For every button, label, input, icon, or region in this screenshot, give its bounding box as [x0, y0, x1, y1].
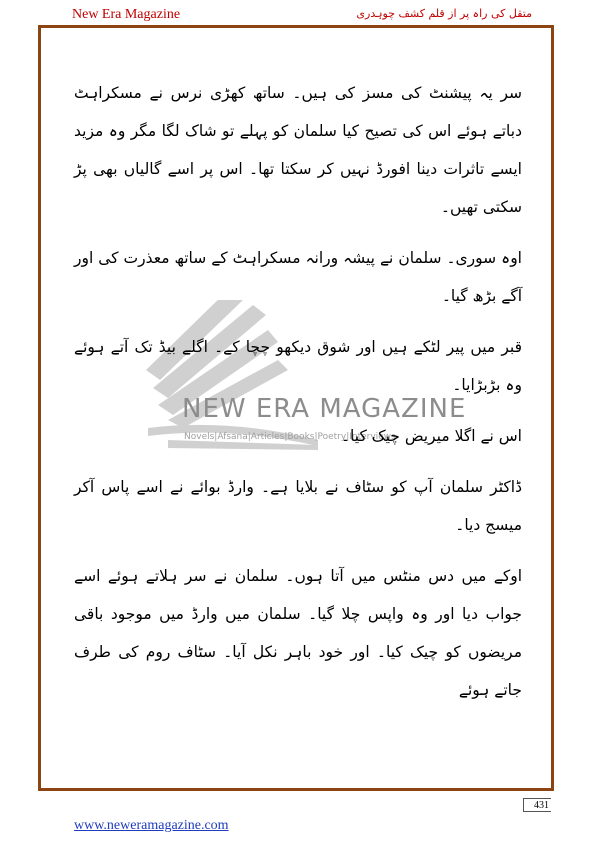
paragraph: ڈاکٹر سلمان آپ کو سٹاف نے بلایا ہے۔ وارڈ بوائے نے اسے پاس آکر میسج دیا۔: [74, 478, 522, 534]
paragraph: اوکے میں دس منٹس میں آتا ہوں۔ سلمان نے سر ہلاتے ہوئے اسے جواب دیا اور وہ واپس چلا گیا۔ سلمان میں وارڈ میں موجود باقی مریضوں کو چیک کیا۔ اور خود باہر نکل آیا۔ سٹاف روم کی طرف جاتے ہوئے: [74, 567, 522, 699]
website-link[interactable]: www.neweramagazine.com: [74, 818, 229, 833]
story-body: [74, 74, 522, 722]
watermark-subtitle: Novels|Afsana|Articles|Books|Poetry|Interviews: [184, 432, 396, 442]
story-title: متقل کی راہ پر از قلم کشف چوہدری: [356, 7, 532, 20]
paragraph: قبر میں پیر لٹکے ہیں اور شوق دیکھو چچا کے۔ اگلے بیڈ تک آتے ہوئے وہ بڑبڑایا۔: [74, 338, 522, 394]
watermark-title: NEW ERA MAGAZINE: [182, 394, 467, 424]
page-number: 431: [523, 798, 551, 812]
paragraph: اوہ سوری۔ سلمان نے پیشہ ورانہ مسکراہٹ کے ساتھ معذرت کی اور آگے بڑھ گیا۔: [74, 249, 522, 305]
paragraph: اس نے اگلا میریض چیک کیا۔: [340, 427, 522, 445]
magazine-title: New Era Magazine: [72, 7, 181, 22]
paragraph: سر یہ پیشنٹ کی مسز کی ہیں۔ ساتھ کھڑی نرس نے مسکراہٹ دباتے ہوئے اس کی تصیح کیا سلمان کو پہلے تو شاک لگا مگر وہ مزید ایسے تاثرات دینا افورڈ نہیں کر سکتا تھا۔ اس پر اسے گالیاں بھی پڑ سکتی تھیں۔: [74, 84, 522, 216]
